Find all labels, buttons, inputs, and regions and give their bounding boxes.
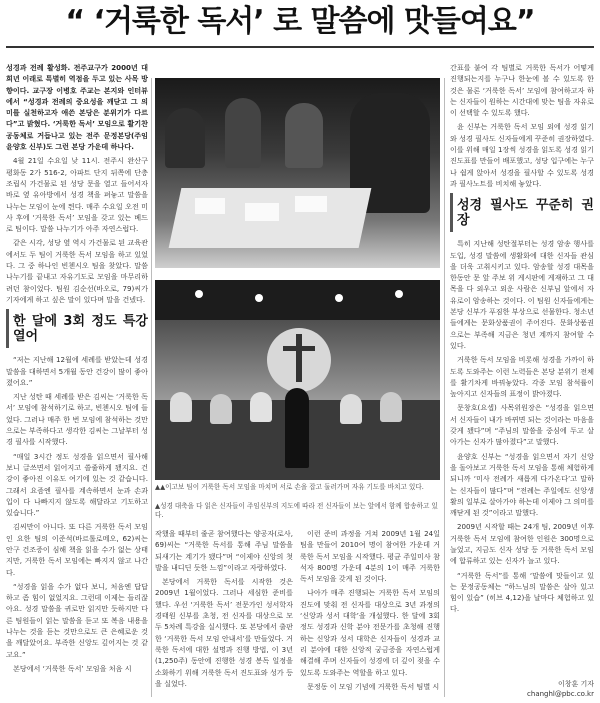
- photo-caption: [155, 483, 440, 520]
- byline: [527, 679, 594, 699]
- article-paragraph: 본당에서 ‘거룩한 독서’ 모임을 처음 시: [13, 663, 132, 673]
- photo-reading-group: [155, 78, 440, 268]
- article-paragraph: 지난 성탄 때 세례를 받은 김씨는 ‘거룩한 독서’ 모임에 참석하기로 하고, 빈첸시오 팀에 들었다. 그러나 매주 한 번 모임에 참석하는 것만으로는 부족하다고 생각한 김씨는 그날부터 성경 필사를 시작했다.: [6, 392, 148, 447]
- book-shape: [295, 196, 327, 212]
- priest-figure: [285, 388, 309, 468]
- person-shape: [165, 108, 205, 168]
- article-column-middle-right: [300, 528, 440, 698]
- article-paragraph: 윤 신부는 거룩한 독서 모임 외에 성경 읽기와 성경 필사도 신자들에게 꾸준히 권장하였다. 이를 위해 매일 1장씩 성경을 읽도록 성경 읽기 진도표를 만들어 배포했고, 성당 입구에는 누구나 쉽게 앉아서 성경을 필사할 수 있도록 성경과 필사노트를 비치해 놓았다.: [450, 122, 594, 188]
- article-paragraph: 거룩한 독서 모임을 비롯해 성경을 가까이 하도록 도와주는 이런 노력들은 본당 분위기 전체를 활기차게 바꿔놓았다. 각종 모임 참석률이 높아지고 신자들의 표정이 밝아졌다.: [450, 355, 594, 399]
- article-paragraph: 2009년 시작할 때는 24개 팀, 2009년 이후 거룩한 독서 모임에 참여한 인원은 300명으로 늘었고, 지금도 신자 성당 등 거룩한 독서 모임에 합류하고 있는 신자가 늘고 있다.: [450, 522, 594, 566]
- article-paragraph: 특히 지난해 성탄절부터는 성경 암송 행사를 도입, 성경 말씀에 생활화에 대한 신자들 관심을 더욱 고취시키고 있다. 암송할 성경 대목을 한동안 문 앞 주보 위 게시판에 게재하고 그 대목을 다 외우고 외운 사람은 신부님 앞에서 자유로이 암송하는 것이다. 이 팀원 신자들에게는 본당 신부가 푸짐한 부상으로 선물한다. 청소년들에게는 문화상품권이 주어진다. 문화상품권으로는 부족해 지금은 청년 계까지 참여할 수 있다.: [450, 239, 594, 350]
- veiled-person: [380, 392, 402, 422]
- article-paragraph: “성경을 읽을 수가 없다 보니, 처음엔 답답하고 좀 힘이 없었지요. 그런데 이제는 들리잖아요. 성경 말씀을 귀로만 읽지만 듯하지만 다른 팀원들이 읽는 말씀을 듣고 또 복음 내용을 나누는 것을 듣는 것만으로도 큰 은혜로운 것을 깨달았어요. 부족한 신앙도 깊어지는 것 같고요.”: [6, 581, 148, 659]
- cross-horizontal: [283, 346, 315, 351]
- article-lead: 성경과 전례 활성화. 전주교구가 2000년 대희년 이래로 특별히 역점을 두고 있는 사목 방향이다. 교구장 이병호 주교는 본지와 인터뷰에서 “성경과 전례의 중요성을 깨닫고 그 의미를 실천하고자 애쓴 본당은 분위기가 다르다”고 밝혔다. ‘거룩한 독서’ 모임으로 활기찬 공동체로 거듭나고 있는 전주 문정본당(주임 윤양호 신부)도 그런 본당 가운데 하나다.: [6, 63, 148, 152]
- subheading-transcription: 성경 필사도 꾸준히 권장: [450, 193, 594, 232]
- ceiling-light: [335, 294, 343, 302]
- byline-name: 이창훈 기자: [557, 680, 594, 688]
- article-column-left: [6, 62, 148, 698]
- cross-vertical: [296, 334, 302, 382]
- ceiling-shape: [155, 280, 440, 320]
- photo-caption-1: ▲▲이고보 팀이 거룩한 독서 모임을 마치며 서로 손을 잡고 둘러가며 자유 기도를 바치고 있다.: [155, 483, 424, 491]
- veiled-person: [250, 392, 272, 422]
- person-shape: [285, 103, 323, 168]
- veiled-person: [210, 394, 232, 424]
- article-paragraph: 문창호(요셉) 사목위원장은 “성경을 읽으면서 신자들이 내가 바뀌면 되는 것이라는 마음을 갖게 됐다”며 “주님의 말씀을 중심에 두고 살아가는 신자가 많아졌다”고 말했다.: [450, 403, 594, 447]
- article-paragraph: “매일 3시간 정도 성경을 읽으면서 필사해 보니 글쓰면서 읽어지고 쓸줄하게 됐지요. 건강이 좋아진 이유도 여기에 있는 것 같습니다. 그래서 요즘엔 필사를 계속하면서 눈과 손과 입이 다 나빠지지 않도록 해달라고 기도하고 있습니다.”: [6, 451, 148, 518]
- article-paragraph: 문정동 이 모임 기념에 거룩한 독서 팀별 시: [307, 681, 440, 691]
- article-paragraph: 같은 시각, 성당 옆 역시 가건물로 된 교육관에서도 두 팀이 거룩한 독서 모임을 하고 있었다. 그 중 하나인 빈첸시오 팀을 찾았다. 말씀 나누기를 끝내고 자유기도로 모임을 마무리하려던 참이었다. 팀원 김순선(바오로, 79)씨가 기자에게 하고 싶은 말이 있다며 말을 건넸다.: [6, 238, 148, 304]
- article-headline: “ ‘거룩한 독서’ 로 말씀에 맛들여요”: [65, 4, 535, 39]
- ceiling-light: [255, 294, 263, 302]
- book-shape: [195, 198, 225, 214]
- article-paragraph: “거룩한 독서”를 통해 ‘말씀에 맛들이고 있는 문정공동체는 “하느님의 말씀은 살아 있고 힘이 있습” (히브 4,12)을 날마다 체험하고 있다.: [450, 570, 594, 614]
- veiled-person: [340, 394, 362, 424]
- article-column-middle-left: [155, 528, 293, 698]
- column-divider: [444, 78, 445, 697]
- subheading-special-lectures: 한 달에 3회 정도 특강 열어: [6, 309, 148, 348]
- article-paragraph: 본당에서 거룩한 독서를 시작한 것은 2009년 1월이었다. 그러나 세심한 준비를 했다. 우선 ‘거룩한 독서’ 전문가인 성서학자 경태원 신부를 초청, 전 신자를 대상으로 모두 5차례 특강을 실시했다. 또 본당에서 출판한 ‘거룩한 독서 모임 안내서’를 만들었다. 거룩한 독서에 대한 설명과 진행 방법, 이 3년(1,250주) 동안에 진행한 성경 봉독 일정을 소화하기 위해 거룩한 독서 진도표와 성가 등을 실었다.: [155, 577, 293, 688]
- photo-church-interior: [155, 280, 440, 480]
- article-paragraph: 간표를 붙여 각 팀별로 거룩한 독서가 어떻게 진행되는지를 누구나 한눈에 볼 수 있도록 한 것은 물론 ‘거룩한 독서’ 모임에 참여하고자 하는 신자들이 원하는 시간대에 맞는 팀을 자유로이 선택할 수 있도록 했다.: [450, 63, 594, 118]
- article-paragraph: “저는 지난해 12월에 세례를 받았는데 성경 말씀을 대하면서 5개월 동안 건강이 많이 좋아졌어요.”: [6, 355, 148, 387]
- article-paragraph: 나아가 매주 진행되는 거룩한 독서 모임의 진도에 맞춰 전 신자를 대상으로 3년 과정의 ‘신앙과 성서 대학’을 개설했다. 한 달에 3회 정도 성경과 신학 분야 전문가를 초청해 진행하는 신앙과 성서 대학은 신자들이 성경과 교리 분야에 대한 신앙적 궁금증을 자연스럽게 해결해 주며 신자들이 성경에 더 깊이 젖을 수 있도록 도와주는 역할을 하고 있다.: [300, 588, 440, 677]
- book-shape: [245, 203, 279, 221]
- byline-email[interactable]: changhl@pbc.co.kr: [527, 690, 594, 698]
- ceiling-light: [395, 290, 403, 298]
- article-paragraph: 김씨만이 아니다. 또 다른 거룩한 독서 모임인 요한 팀의 이준석(바르톨로메오, 62)씨는 안구 건조증이 심해 책을 읽을 수가 없는 상태지만, 거룩한 독서 모임에는 빠지지 않고 나간다.: [6, 522, 148, 577]
- article-paragraph: 윤양호 신부는 “성경을 읽으면서 자기 신앙을 돌아보고 거룩한 독서 모임을 통해 체험하게 되니까 ‘미사 전례가 새롭게 다가온다’고 말하는 신자들이 많다”며 “전례는 주일에도 신앙생활의 일부로 살아가야 하는데 이제야 그 의미를 깨닫게 된 것”이라고 말했다.: [450, 451, 594, 518]
- article-column-right: [450, 62, 594, 672]
- headline-rule: [6, 46, 594, 48]
- article-paragraph: 이런 준비 과정을 거쳐 2009년 1월 24일 팀을 만들어 2010여 명이 참여한 가운데 거룩한 독서 모임을 시작했다. 평균 주일미사 참석자 800명 가운데 4분의 1이 매주 거룩한 독서 모임을 갖게 된 것이다.: [300, 529, 440, 584]
- veiled-person: [170, 392, 192, 422]
- article-paragraph: 4월 21일 수요일 낮 11시. 전주시 완산구 평화동 2가 516-2, 아파트 단지 뒤쪽에 단층 조립식 가건물로 된 성당 문을 열고 들어서자 바로 옆 유아방에서 성경 책을 펴놓고 말씀을 나누는 모임이 눈에 띈다. 매주 수요일 오전 미사 후에 ‘거룩한 독서’ 모임을 갖고 있는 베드로 팀이다. 말씀 나누기가 아주 자연스럽다.: [6, 156, 148, 234]
- column-divider: [151, 78, 152, 697]
- article-paragraph: 작했을 때부터 줄곧 참여했다는 양공자(로사, 69)씨는 “거룩한 독서를 통해 주님 말씀을 되새기는 계기가 됐다”며 “이제야 신앙의 첫발을 내디딘 듯한 느낌”이라고 자랑하였다.: [155, 529, 293, 572]
- ceiling-light: [195, 290, 203, 298]
- photo-caption-2: ▲성경 대축을 다 읽은 신자들이 주임신부의 지도에 따라 전 신자들이 보는 앞에서 함께 합송하고 있다.: [155, 502, 438, 519]
- person-shape: [225, 98, 261, 168]
